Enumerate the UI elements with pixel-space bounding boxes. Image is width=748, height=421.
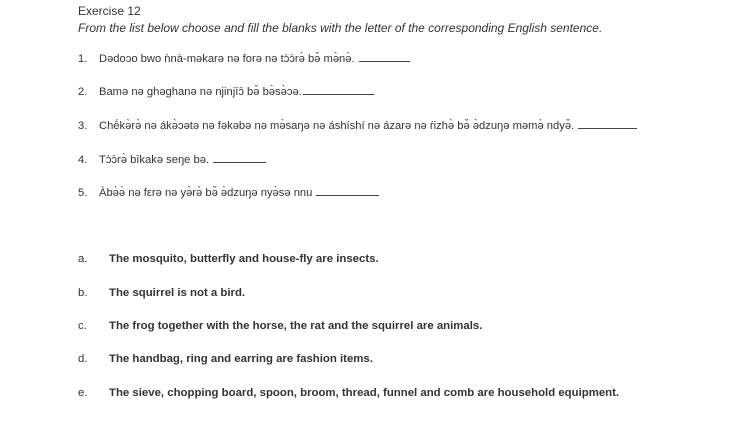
answer-blank[interactable] <box>359 52 410 62</box>
question-text: Bamə nə ghəghanə nə njinjīɔ̄ bə̌ bə̀sə̀ɔə. <box>99 86 302 98</box>
question-3 <box>78 119 637 132</box>
question-2 <box>78 85 374 98</box>
exercise-instruction: From the list below choose and fill the blanks with the letter of the corresponding English sentence. <box>78 21 603 35</box>
question-number: 5. <box>78 187 88 199</box>
question-1 <box>78 52 410 65</box>
answer-blank[interactable] <box>303 85 374 95</box>
question-5 <box>78 186 379 199</box>
answer-text: The sieve, chopping board, spoon, broom, thread, funnel and comb are household equipment. <box>109 387 620 399</box>
answer-blank[interactable] <box>578 119 637 129</box>
answer-e <box>78 387 619 399</box>
answer-b <box>78 287 245 299</box>
question-number: 3. <box>78 120 88 132</box>
answer-a <box>78 253 379 265</box>
answer-c <box>78 320 482 332</box>
answer-text: The frog together with the horse, the rat and the squirrel are animals. <box>109 320 483 332</box>
answer-blank[interactable] <box>213 153 266 163</box>
answer-letter: b. <box>78 287 88 299</box>
question-number: 4. <box>78 154 88 166</box>
question-number: 1. <box>78 53 88 65</box>
answer-text: The mosquito, butterfly and house-fly are insects. <box>109 253 379 265</box>
question-text: Àbə̀ə̀ nə fεrə nə yə̀rə̀ bə̌ ə̀dzuŋə nyə̀sə nnu <box>99 187 316 199</box>
answer-letter: c. <box>78 320 87 332</box>
answer-d <box>78 353 373 365</box>
answer-blank[interactable] <box>316 186 379 196</box>
question-text: Dədoɔo bwo ǹnà-məkarə nə forə nə tɔ̀ɔ̀rə̀ bə̌ mə̀nə̀. <box>99 53 358 65</box>
answer-text: The handbag, ring and earring are fashion items. <box>109 353 373 365</box>
question-4 <box>78 153 266 166</box>
question-text: Chḗkə̀rə̀ nə ákə̀ɔətə nə fəkəbə nə mə̀saŋə nə áshíshí nə ázarə nə ŕizhə̀ bə̌ ə̀dzuŋə məmə̀ ndyə̌. <box>99 120 578 132</box>
answer-letter: d. <box>78 353 88 365</box>
question-number: 2. <box>78 86 88 98</box>
answer-text: The squirrel is not a bird. <box>109 287 246 299</box>
answer-letter: e. <box>78 387 88 399</box>
exercise-title: Exercise 12 <box>78 4 141 18</box>
question-text: Tɔ̀ɔ̀rə̀ bīkakə seŋe bə. <box>99 154 213 166</box>
answer-letter: a. <box>78 253 88 265</box>
